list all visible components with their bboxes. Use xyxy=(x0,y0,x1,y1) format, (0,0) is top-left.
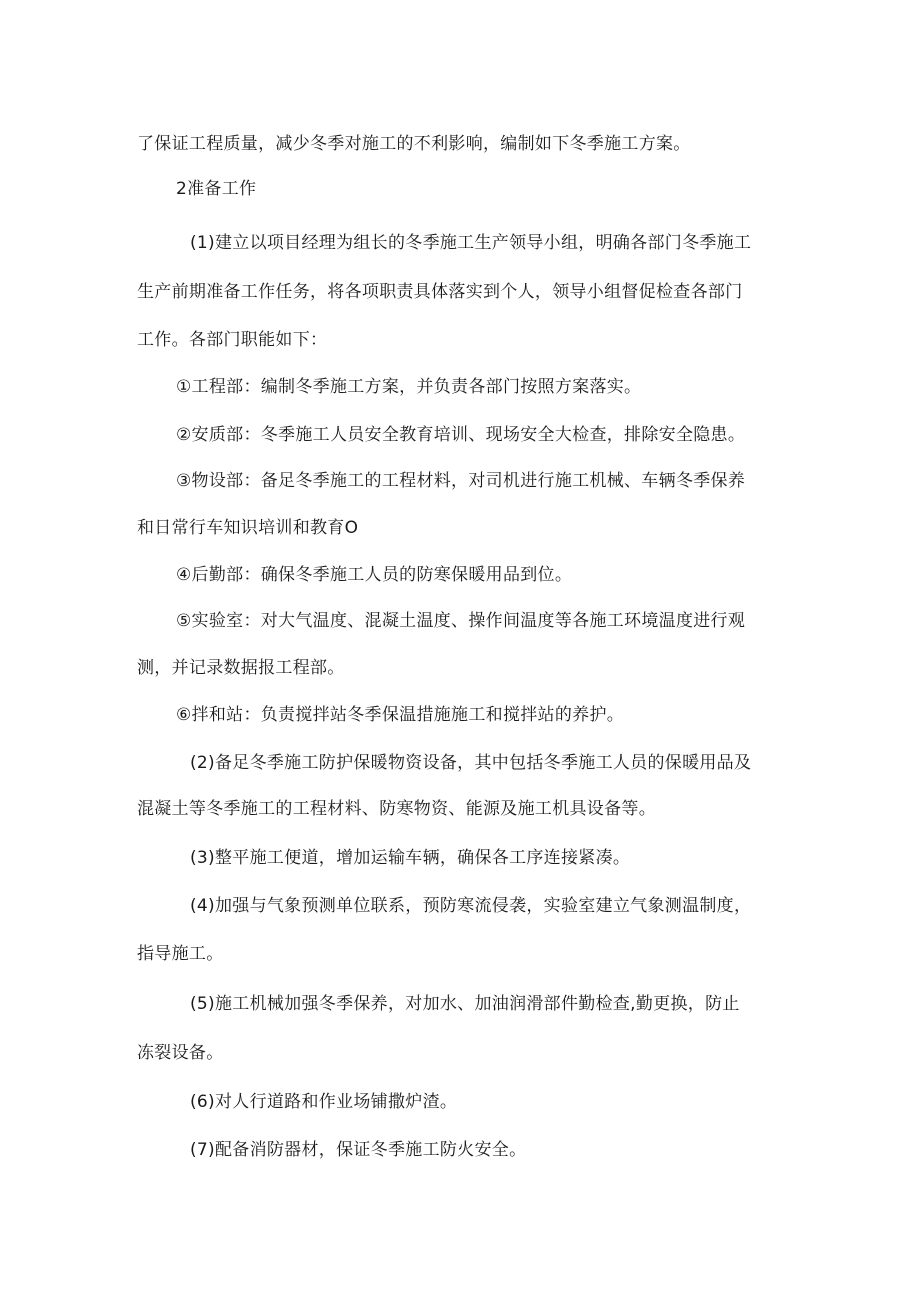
item-7: (7)配备消防器材，保证冬季施工防火安全。 xyxy=(190,1140,527,1160)
item-2-line-2: 混凝土等冬季施工的工程材料、防寒物资、能源及施工机具设备等。 xyxy=(137,799,656,819)
item-1-line-3: 工作。各部门职能如下： xyxy=(137,330,328,350)
paragraph-intro-continuation: 了保证工程质量，减少冬季对施工的不利影响，编制如下冬季施工方案。 xyxy=(137,134,691,154)
dept-logistics: ④后勤部：确保冬季施工人员的防寒保暖用品到位。 xyxy=(176,565,573,585)
section-heading-preparation: 2准备工作 xyxy=(176,179,257,199)
dept-mixing-station: ⑥拌和站：负责搅拌站冬季保温措施施工和搅拌站的养护。 xyxy=(176,705,625,725)
item-1-line-1: (1)建立以项目经理为组长的冬季施工生产领导小组，明确各部门冬季施工 xyxy=(190,233,752,253)
item-4-line-2: 指导施工。 xyxy=(137,944,224,964)
item-6: (6)对人行道路和作业场铺撒炉渣。 xyxy=(190,1092,458,1112)
item-4-line-1: (4)加强与气象预测单位联系，预防寒流侵袭，实验室建立气象测温制度， xyxy=(190,896,752,916)
item-2-line-1: (2)备足冬季施工防护保暖物资设备，其中包括冬季施工人员的保暖用品及 xyxy=(190,753,752,773)
item-1-line-2: 生产前期准备工作任务，将各项职责具体落实到个人，领导小组督促检查各部门 xyxy=(137,282,743,302)
dept-engineering: ①工程部：编制冬季施工方案，并负责各部门按照方案落实。 xyxy=(176,377,642,397)
dept-laboratory-line-1: ⑤实验室：对大气温度、混凝土温度、操作间温度等各施工环境温度进行观 xyxy=(176,611,746,631)
item-3: (3)整平施工便道，增加运输车辆，确保各工序连接紧凑。 xyxy=(190,848,631,868)
item-5-line-2: 冻裂设备。 xyxy=(137,1043,224,1063)
item-5-line-1: (5)施工机械加强冬季保养，对加水、加油润滑部件勤检查,勤更换，防止 xyxy=(190,994,740,1014)
dept-materials-line-1: ③物设部：备足冬季施工的工程材料，对司机进行施工机械、车辆冬季保养 xyxy=(176,471,746,491)
dept-safety-quality: ②安质部：冬季施工人员安全教育培训、现场安全大检查，排除安全隐患。 xyxy=(176,425,746,445)
dept-materials-line-2: 和日常行车知识培训和教育O xyxy=(137,518,359,538)
dept-laboratory-line-2: 测，并记录数据报工程部。 xyxy=(137,658,345,678)
